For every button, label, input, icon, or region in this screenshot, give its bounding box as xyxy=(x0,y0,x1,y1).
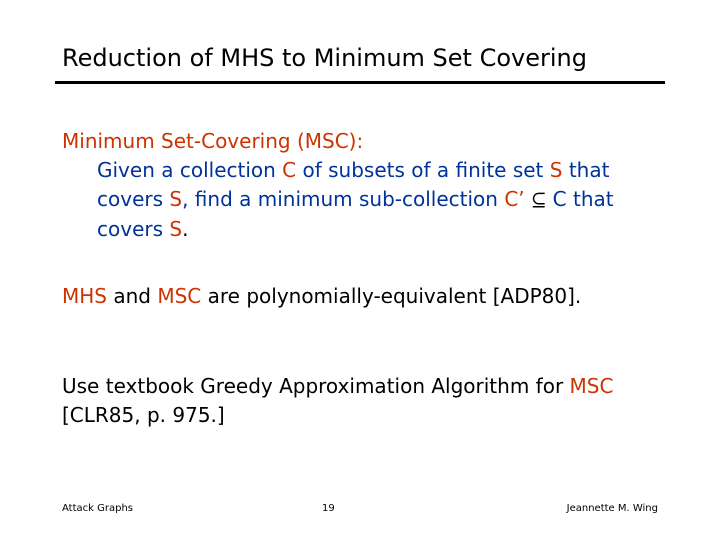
term-c: C xyxy=(282,158,297,182)
text-segment: Given a collection xyxy=(97,158,283,182)
term-c: C xyxy=(552,187,567,211)
footer-author: Jeannette M. Wing xyxy=(566,503,658,514)
term-mhs: MHS xyxy=(62,284,107,308)
footer-page-number: 19 xyxy=(322,503,335,514)
text-segment: . xyxy=(182,217,189,241)
msc-definition xyxy=(62,127,614,244)
text-segment: covers xyxy=(97,187,170,211)
text-segment: , find a minimum sub-collection xyxy=(182,187,505,211)
msc-definition-line-3 xyxy=(62,215,614,244)
text-segment: covers xyxy=(97,217,170,241)
slide-title: Reduction of MHS to Minimum Set Covering xyxy=(62,44,587,72)
term-s: S xyxy=(549,158,563,182)
text-segment: that xyxy=(562,158,610,182)
greedy-line-1 xyxy=(62,372,613,401)
msc-definition-line-1 xyxy=(62,156,614,185)
subset-symbol: ⊆ xyxy=(524,189,553,211)
msc-heading: Minimum Set-Covering (MSC): xyxy=(62,129,364,153)
term-msc: MSC xyxy=(569,374,614,398)
term-s: S xyxy=(169,217,183,241)
term-msc: MSC xyxy=(157,284,202,308)
title-underline xyxy=(55,81,665,84)
msc-definition-line-2 xyxy=(62,185,614,215)
text-segment: are polynomially-equivalent [ADP80]. xyxy=(201,284,582,308)
term-s: S xyxy=(169,187,183,211)
text-segment: and xyxy=(107,284,158,308)
footer-left: Attack Graphs xyxy=(62,503,133,514)
term-c-prime: C’ xyxy=(504,187,525,211)
greedy-line-2: [CLR85, p. 975.] xyxy=(62,403,225,427)
text-segment: of subsets of a finite set xyxy=(296,158,550,182)
text-segment: Use textbook Greedy Approximation Algorithm for xyxy=(62,374,570,398)
equivalence-statement xyxy=(62,282,581,311)
text-segment: that xyxy=(566,187,614,211)
greedy-algorithm-note xyxy=(62,372,613,430)
